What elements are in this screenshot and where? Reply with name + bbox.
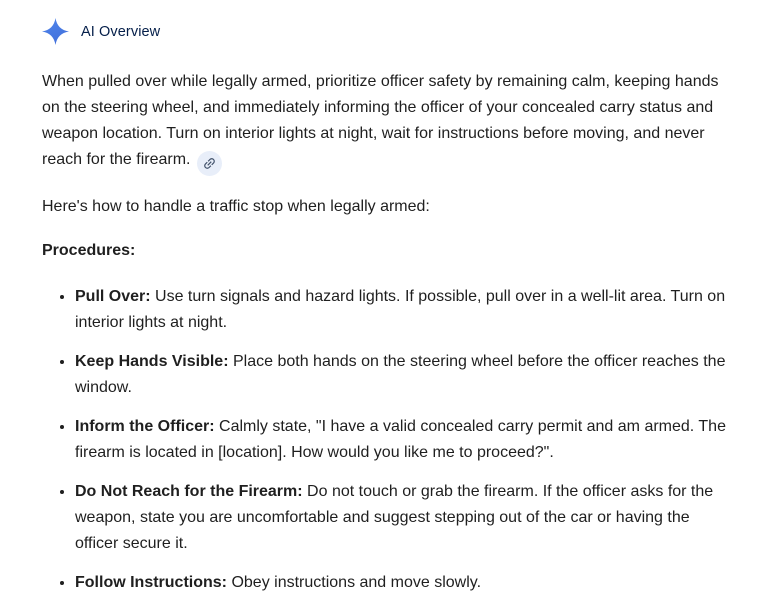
list-item-text: Place both hands on the steering wheel before the officer reaches the window. [75, 353, 726, 396]
intro-text: When pulled over while legally armed, prioritize officer safety by remaining calm, keeping hands on the steering wheel, and immediately informing the officer of your concealed carry status and weapon location. Turn on interior lights at night, wait for instructions before moving, and never reach for the firearm. [42, 73, 719, 168]
list-item-title: Pull Over: [75, 288, 151, 305]
list-item [75, 570, 736, 596]
lead-sentence: Here's how to handle a traffic stop when legally armed: [42, 198, 430, 215]
ai-overview-header [42, 18, 736, 45]
list-item-text: Calmly state, "I have a valid concealed carry permit and am armed. The firearm is located in [location]. How would you like me to proceed?". [75, 418, 726, 461]
list-item-text: Obey instructions and move slowly. [231, 574, 482, 591]
list-item-title: Inform the Officer: [75, 418, 215, 435]
list-item-text: Do not touch or grab the firearm. If the officer asks for the weapon, state you are uncomfortable and suggest stepping out of the car or having the officer secure it. [75, 483, 714, 552]
procedures-heading: Procedures: [42, 242, 136, 259]
link-icon [202, 156, 217, 171]
list-item [75, 349, 736, 401]
procedures-list [42, 284, 736, 596]
list-item [75, 414, 736, 466]
citation-link-button[interactable] [197, 151, 222, 176]
ai-sparkle-icon [42, 18, 69, 45]
list-item [75, 479, 736, 557]
list-item [75, 284, 736, 336]
list-item-text: Use turn signals and hazard lights. If possible, pull over in a well-lit area. Turn on interior lights at night. [75, 288, 726, 331]
list-item-title: Do Not Reach for the Firearm: [75, 483, 303, 500]
list-item-title: Keep Hands Visible: [75, 353, 229, 370]
intro-paragraph [42, 69, 736, 176]
ai-overview-title: AI Overview [81, 23, 161, 40]
list-item-title: Follow Instructions: [75, 574, 227, 591]
